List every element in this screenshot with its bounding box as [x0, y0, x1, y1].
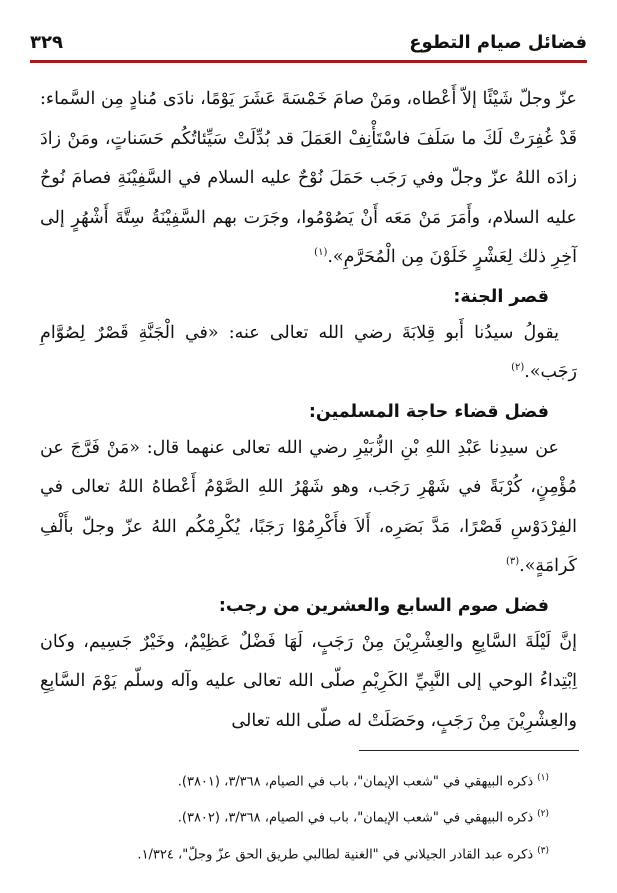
section-heading-27th-rajab: فضل صوم السابع والعشرين من رجب: [218, 595, 549, 616]
footnote-1-text: ذكره البيهقي في "شعب الإيمان"، باب في الصيام، ٣/٣٦٨، (٣٨٠١). [177, 774, 534, 790]
paragraph-3-text: عن سيدِنا عَبْدِ اللهِ بْنِ الزُّبَيْرِ رضي الله تعالى عنهما قال: «مَنْ فَرَّجَ عن مُؤْمِنٍ، كُرْبَةً في شَهْرِ رَجَب، وهو شَهْرُ اللهِ الصَّوْمُ أَعْطاهُ اللهُ تعالى في الفِرْدَوْسِ قَصْرًا، مَدَّ بَصَرِه، أَلاَ فأَكْرِمُوْا رَجَبًا، يُكْرِمْكُم اللهُ عزّ وجلّ بأَلْفِ كَرامَةٍ». [40, 437, 577, 576]
footnote-3-text: ذكره عبد القادر الجيلاني في "الغنية لطالبي طريق الحق عزّ وجلّ"، ١/٣٢٤. [137, 846, 534, 862]
page-number: ٣٢٩ [30, 31, 63, 53]
section-heading-paradise-palace: قصر الجنة: [453, 286, 549, 307]
footnote-2-text: ذكره البيهقي في "شعب الإيمان"، باب في الصيام، ٣/٣٦٨، (٣٨٠٢). [177, 810, 534, 826]
footnote-ref-2[interactable]: (٢) [511, 362, 525, 374]
footnote-1 [40, 762, 577, 798]
footnote-2-number: (٢) [537, 809, 549, 820]
paragraph-2-text: يقولُ سيدُنا أَبو قِلابَةَ رضي الله تعالى عنه: «في الْجَنَّةِ قَصْرٌ لِصُوَّامِ رَجَب». [40, 322, 577, 382]
footnote-1-number: (١) [537, 773, 549, 783]
footnote-3-number: (٣) [537, 845, 549, 856]
footnotes [40, 762, 577, 871]
footnote-rule [359, 750, 579, 751]
footnote-3 [40, 835, 577, 871]
paragraph-1-text: عزّ وجلّ شَيْئًا إلاّ أَعْطاه، ومَنْ صامَ خَمْسَةَ عَشَرَ يَوْمًا، نادَى مُنادٍ مِن السَّماء: قَدْ غُفِرَتْ لَكَ ما سَلَفَ فاسْتَأْنِفْ العَمَلَ قد بُدِّلَتْ سَيِّئاتُكُم حَسَناتٍ، ومَنْ زادَ زادَه اللهُ عزّ وجلّ وفي رَجَب حَمَلَ نُوْحٌ عليه السلام في السَّفِيْنَةِ فصامَ نُوحٌ عليه السلام، وأَمَرَ مَنْ مَعَه أَنْ يَصُوْمُوا، وجَرَت بهم السَّفِيْنَةُ سِتَّةَ أَشْهُرٍ إلى آخِرِ ذلك لِعَشْرٍ خَلَوْنَ مِن الْمُحَرَّمِ». [40, 89, 577, 267]
page-body [40, 80, 577, 741]
footnote-2 [40, 798, 577, 834]
section-heading-helping-muslims: فضل قضاء حاجة المسلمين: [308, 401, 549, 422]
header-rule [30, 60, 587, 63]
paragraph-1 [40, 80, 577, 278]
paragraph-3 [40, 429, 577, 587]
paragraph-2 [40, 314, 577, 393]
paragraph-4: إنَّ لَيْلَةَ السَّابِعِ والعِشْرِيْنَ مِنْ رَجَبٍ، لَهَا فَضْلٌ عَظِيْمٌ، وخَيْرٌ جَسِيم، وكان اِبْتِداءُ الوحي إلى النَّبِيِّ الكَرِيْمِ صلّى الله تعالى عليه وآله وسلّم يَوْمَ السَّابِعِ والعِشْرِيْنَ مِنْ رَجَبٍ، وحَصَلَتْ له صلّى الله تعالى [40, 631, 577, 731]
page-header [30, 28, 587, 56]
footnote-ref-1[interactable]: (١) [314, 247, 328, 259]
footnote-ref-3[interactable]: (٣) [505, 556, 520, 568]
running-title: فضائل صيام التطوع [409, 31, 587, 53]
